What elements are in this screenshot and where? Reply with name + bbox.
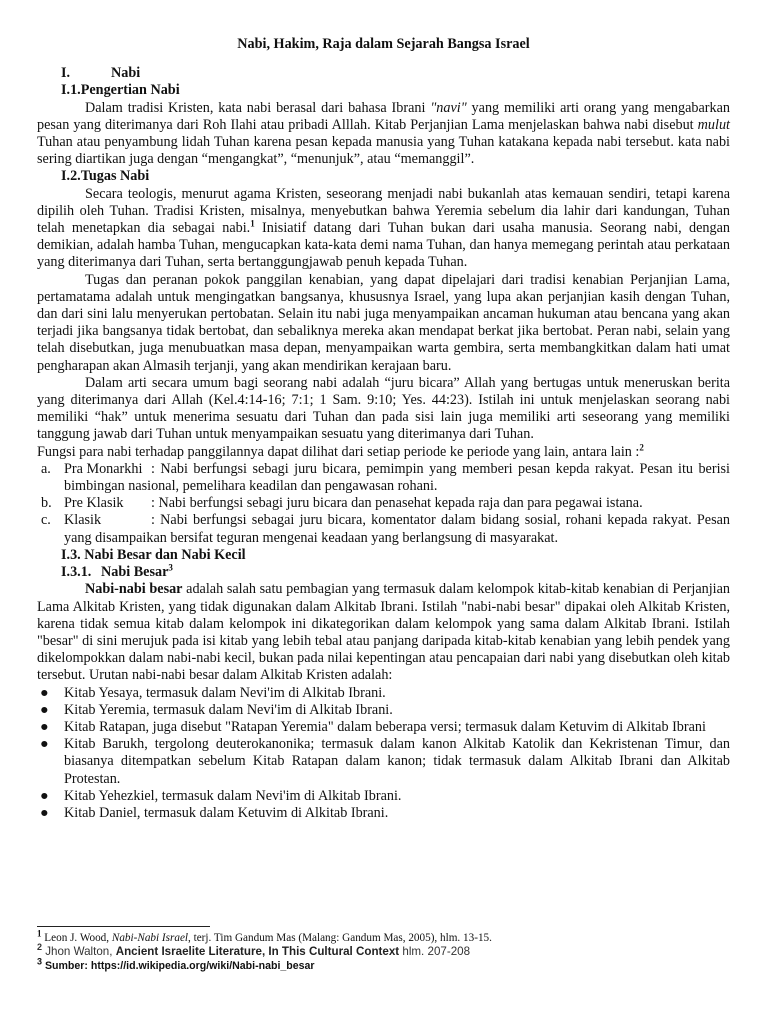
footnote-ref-3: 3 xyxy=(168,562,173,573)
subsection-heading-nabi-besar-kecil xyxy=(37,547,730,564)
footnote-number: 2 xyxy=(37,942,43,953)
list-item xyxy=(37,685,730,702)
text-run: Dalam tradisi Kristen, kata nabi berasal dari bahasa Ibrani xyxy=(85,99,431,116)
subsection-number: I.3. xyxy=(61,546,81,563)
subsubsection-label: Nabi Besar xyxy=(101,564,169,581)
paragraph-nabi-besar xyxy=(37,581,730,684)
bold-term: Nabi-nabi besar xyxy=(85,581,183,598)
subsection-label: Pengertian Nabi xyxy=(80,82,180,99)
list-marker: b. xyxy=(41,495,52,512)
list-item xyxy=(37,495,730,512)
book-text: Kitab Barukh, tergolong deuterokanonika; termasuk dalam kanon Alkitab Katolik dan Kekristenan Timur, dan biasanya ditempatkan sebelum Kitab Ratapan dalam kanon; tidak termasuk dalam Alkitab Ibrani dan Alkitab Protestan. xyxy=(64,736,730,787)
list-item xyxy=(37,512,730,546)
footnote-title: Nabi-Nabi Israel xyxy=(111,932,189,944)
bullet-icon: ● xyxy=(40,804,49,821)
bullet-icon: ● xyxy=(40,718,49,735)
footnote-title: Ancient Israelite Literature, In This Cultural Context xyxy=(115,945,400,958)
subsubsection-heading-nabi-besar xyxy=(37,564,730,581)
text-run: yang memiliki arti orang yang mengabarkan pesan yang diterimanya dari Roh Ilahi atau pribadi Alllah. Kitab Perjanjian Lama menjelaskan bahwa nabi disebut xyxy=(37,99,730,133)
footnote-3 xyxy=(37,956,730,973)
period-term: Pre Klasik xyxy=(64,495,124,512)
text-run: hlm. 207-208 xyxy=(399,945,471,958)
footnote-number: 1 xyxy=(37,928,42,939)
section-heading-nabi xyxy=(37,65,730,82)
period-list xyxy=(37,461,730,547)
list-item xyxy=(37,702,730,719)
text-run: Secara teologis, menurut agama Kristen, seseorang menjadi nabi bukanlah atas kemauan sendiri, tetapi karena dipilih oleh Tuhan. Tradisi Kristen, misalnya, menyebutkan bahwa Yeremia sebelum dia lahir dari kandungan, Tuhan telah menetapkan dia sebagai nabi. xyxy=(37,185,730,237)
list-item xyxy=(37,719,730,736)
footnote-2 xyxy=(37,942,730,959)
text-run: adalah salah satu pembagian yang termasuk dalam kelompok kitab-kitab kenabian di Perjanjian Lama Alkitab Kristen, yang tidak digunakan dalam Alkitab Ibrani. Istilah "nabi-nabi besar" dipakai oleh Alkitab Kristen, karena tidak semua kitab dalam kelompok ini dikategorikan dalam kelompok yang sama dalam Alkitab Ibrani. Istilah "besar" di sini merujuk pada isi kitab yang lebih tebal atau panjang daripada kitab-kitab kenabian yang lebih pendek yang dikelompokkan dalam nabi-nabi kecil, bukan pada nilai kepentingan atau pencapaian dari nabi yang disebutkan oleh kitab tersebut. Urutan nabi-nabi besar dalam Alkitab Kristen adalah: xyxy=(37,581,731,684)
period-term: Klasik xyxy=(64,512,102,529)
period-text: : Nabi berfungsi sebagi juru bicara, pemimpin yang memberi pesan kepda rakyat. Pesan itu berisi bimbingan nasional, pemelihara keadilan dan pengawasan rohani. xyxy=(64,460,730,495)
paragraph-fungsi xyxy=(37,441,730,461)
period-text: : Nabi berfungsi sebagi juru bicara dan penasehat kepada raja dan para pegawai istana. xyxy=(151,495,643,512)
subsection-number: I.2. xyxy=(61,168,81,185)
text-run: Tuhan atau penyambung lidah Tuhan karena pesan kepada manusia yang Tuhan katakana kepada nabi tersebut. kata nabi sering diartikan juga dengan “mengangkat”, “menunjuk”, atau “memanggil”. xyxy=(37,134,730,168)
book-list xyxy=(37,685,730,823)
period-text: : Nabi berfungsi sebagai juru bicara, komentator dalam bidang sosial, rohani kepada rakyat. Pesan yang disampaikan bersifat teguran mengenai keadaan yang berlangsung di masyarakat. xyxy=(64,512,730,546)
book-text: Kitab Ratapan, juga disebut "Ratapan Yeremia" dalam beberapa versi; termasuk dalam Ketuvim di Alkitab Ibrani xyxy=(64,718,706,735)
paragraph-tugas-2: Tugas dan peranan pokok panggilan kenabian, yang dapat dipelajari dari tradisi kenabian Perjanjian Lama, pertamatama adalah untuk mengingatkan bangsanya, khususnya Israel, yang lupa akan perjanjian kasih dengan Tuhan, dan dari sini lalu menyerukan pertobatan. Selain itu nabi juga menyampaikan ancaman hukuman atau bencana yang akan terjadi jika bangsanya tidak bertobat, dan sebaliknya mereka akan mendapat berkat jika bertobat. Peran nabi, selain yang telah disebutkan, juga menubuatkan masa depan, menyampaikan warta gembira, serta membangkitkan dalam hati umat pengharapan akan Almasih terjanji, yang akan mendirikan kerajaan baru. xyxy=(37,271,730,374)
footnote-ref-1: 1 xyxy=(250,218,255,229)
italic-term-mulut: mulut xyxy=(697,116,730,133)
book-text: Kitab Yesaya, termasuk dalam Nevi'im di Alkitab Ibrani. xyxy=(64,684,386,701)
book-text: Kitab Daniel, termasuk dalam Ketuvim di Alkitab Ibrani. xyxy=(64,804,389,821)
book-text: Kitab Yehezkiel, termasuk dalam Nevi'im di Alkitab Ibrani. xyxy=(64,787,402,804)
list-item xyxy=(37,788,730,805)
footnote-ref-2: 2 xyxy=(639,441,644,452)
paragraph-tugas-3: Dalam arti secara umum bagi seorang nabi adalah “juru bicara” Allah yang bertugas untuk meneruskan berita yang diterimanya dari Allah (Kel.4:14-16; 7:1; 1 Sam. 9:10; Yes. 44:23). Istilah ini untuk menjelaskan seorang nabi memiliki “hak” untuk menerima sesuatu dari Tuhan dan pada sisi lain juga memiliki arti seseorang yang memiliki tanggung jawab dari Tuhan untuk menyampaikan sesuatu yang diterimanya dari Tuhan. xyxy=(37,374,730,443)
subsection-label: Nabi Besar dan Nabi Kecil xyxy=(84,546,246,563)
list-item xyxy=(37,736,730,788)
text-run: Fungsi para nabi terhadap panggilannya dapat dilihat dari setiap periode ke periode yang lain, antara lain : xyxy=(37,443,640,460)
subsection-number: I.1. xyxy=(61,82,81,99)
subsection-label: Tugas Nabi xyxy=(80,168,150,185)
italic-term-navi: "navi" xyxy=(430,99,467,116)
text-run: Jhon Walton, xyxy=(42,945,116,958)
paragraph-tugas-1 xyxy=(37,186,730,272)
text-run: Inisiatif datang dari Tuhan bukan dari usaha manusia. Seorang nabi, dengan demikian, adalah hamba Tuhan, mengucapkan kata-kata demi nama Tuhan, dan hanya memegang perintah atau perkataan yang diterimanya dari Tuhan, serta bertanggungjawab penuh kepada Tuhan. xyxy=(37,220,730,271)
list-marker: c. xyxy=(41,512,51,529)
list-item xyxy=(37,461,730,495)
text-run: Leon J. Wood, xyxy=(41,932,112,944)
footnote-source-link: Sumber: https://id.wikipedia.org/wiki/Nabi-nabi_besar xyxy=(42,960,315,972)
footnote-number: 3 xyxy=(37,956,43,967)
footnote-separator xyxy=(37,926,210,927)
period-term: Pra Monarkhi xyxy=(64,460,143,477)
paragraph-pengertian xyxy=(37,100,730,169)
footnote-1 xyxy=(37,928,730,945)
text-run: , terj. Tim Gandum Mas (Malang: Gandum Mas, 2005), hlm. 13-15. xyxy=(188,932,492,944)
document-title: Nabi, Hakim, Raja dalam Sejarah Bangsa Israel xyxy=(237,36,530,52)
section-number: I. xyxy=(61,65,71,82)
list-item xyxy=(37,805,730,822)
bullet-icon: ● xyxy=(40,787,49,804)
book-text: Kitab Yeremia, termasuk dalam Nevi'im di Alkitab Ibrani. xyxy=(64,701,393,718)
subsubsection-number: I.3.1. xyxy=(61,564,92,581)
subsection-heading-pengertian xyxy=(37,82,730,99)
footnotes xyxy=(37,926,730,973)
subsection-heading-tugas xyxy=(37,168,730,185)
list-marker: a. xyxy=(41,460,51,477)
bullet-icon: ● xyxy=(40,684,49,701)
section-label: Nabi xyxy=(111,65,141,82)
bullet-icon: ● xyxy=(40,701,49,718)
bullet-icon: ● xyxy=(40,736,49,753)
